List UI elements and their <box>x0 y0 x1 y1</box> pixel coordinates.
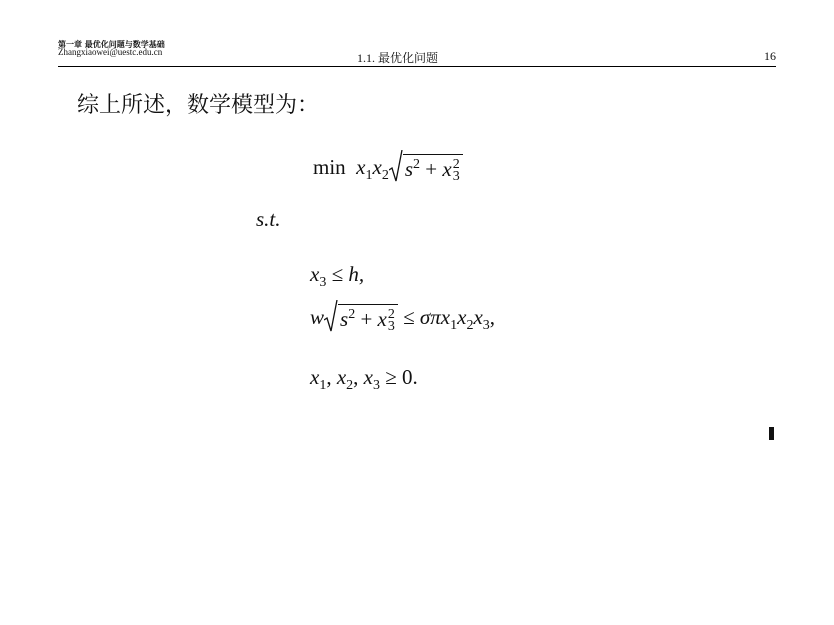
objective-function: $\min x_1x_2$ $s^2 + x$ 2 3 <box>313 150 463 184</box>
page-number: 16 <box>764 49 776 63</box>
intro-text: 综上所述，数学模型为： <box>77 93 320 118</box>
page-header <box>0 0 834 70</box>
min-keyword: min <box>313 155 346 179</box>
constraint-height-rhs: h, <box>348 262 365 286</box>
author-email: Zhangxiaowei@uestc.edu.cn <box>58 47 163 58</box>
constraint-nonnegative: $x_1$, $x_2$, $x_3 \ge 0$. <box>310 365 418 393</box>
constraint-stress: w $s^2 + x$ 2 3 ≤ $\sigma\pi x_1x_2x_3$, <box>310 300 495 334</box>
header-rule <box>58 66 776 67</box>
sqrt-radical: $s^2 + x$ 2 3 <box>389 150 463 184</box>
chapter-title: 第一章 最优化问题与数学基础 <box>58 39 165 49</box>
constraint-nonnegative-rhs: 0. <box>402 365 418 389</box>
text-cursor <box>769 427 774 440</box>
constraint-height: $x_3 \le h$, <box>310 262 365 290</box>
subject-to-label: s.t. <box>256 207 281 231</box>
header-left <box>58 40 165 58</box>
sqrt-radical-2: $s^2 + x$ 2 3 <box>324 300 398 334</box>
section-title: 1.1. 最优化问题 <box>357 51 439 65</box>
